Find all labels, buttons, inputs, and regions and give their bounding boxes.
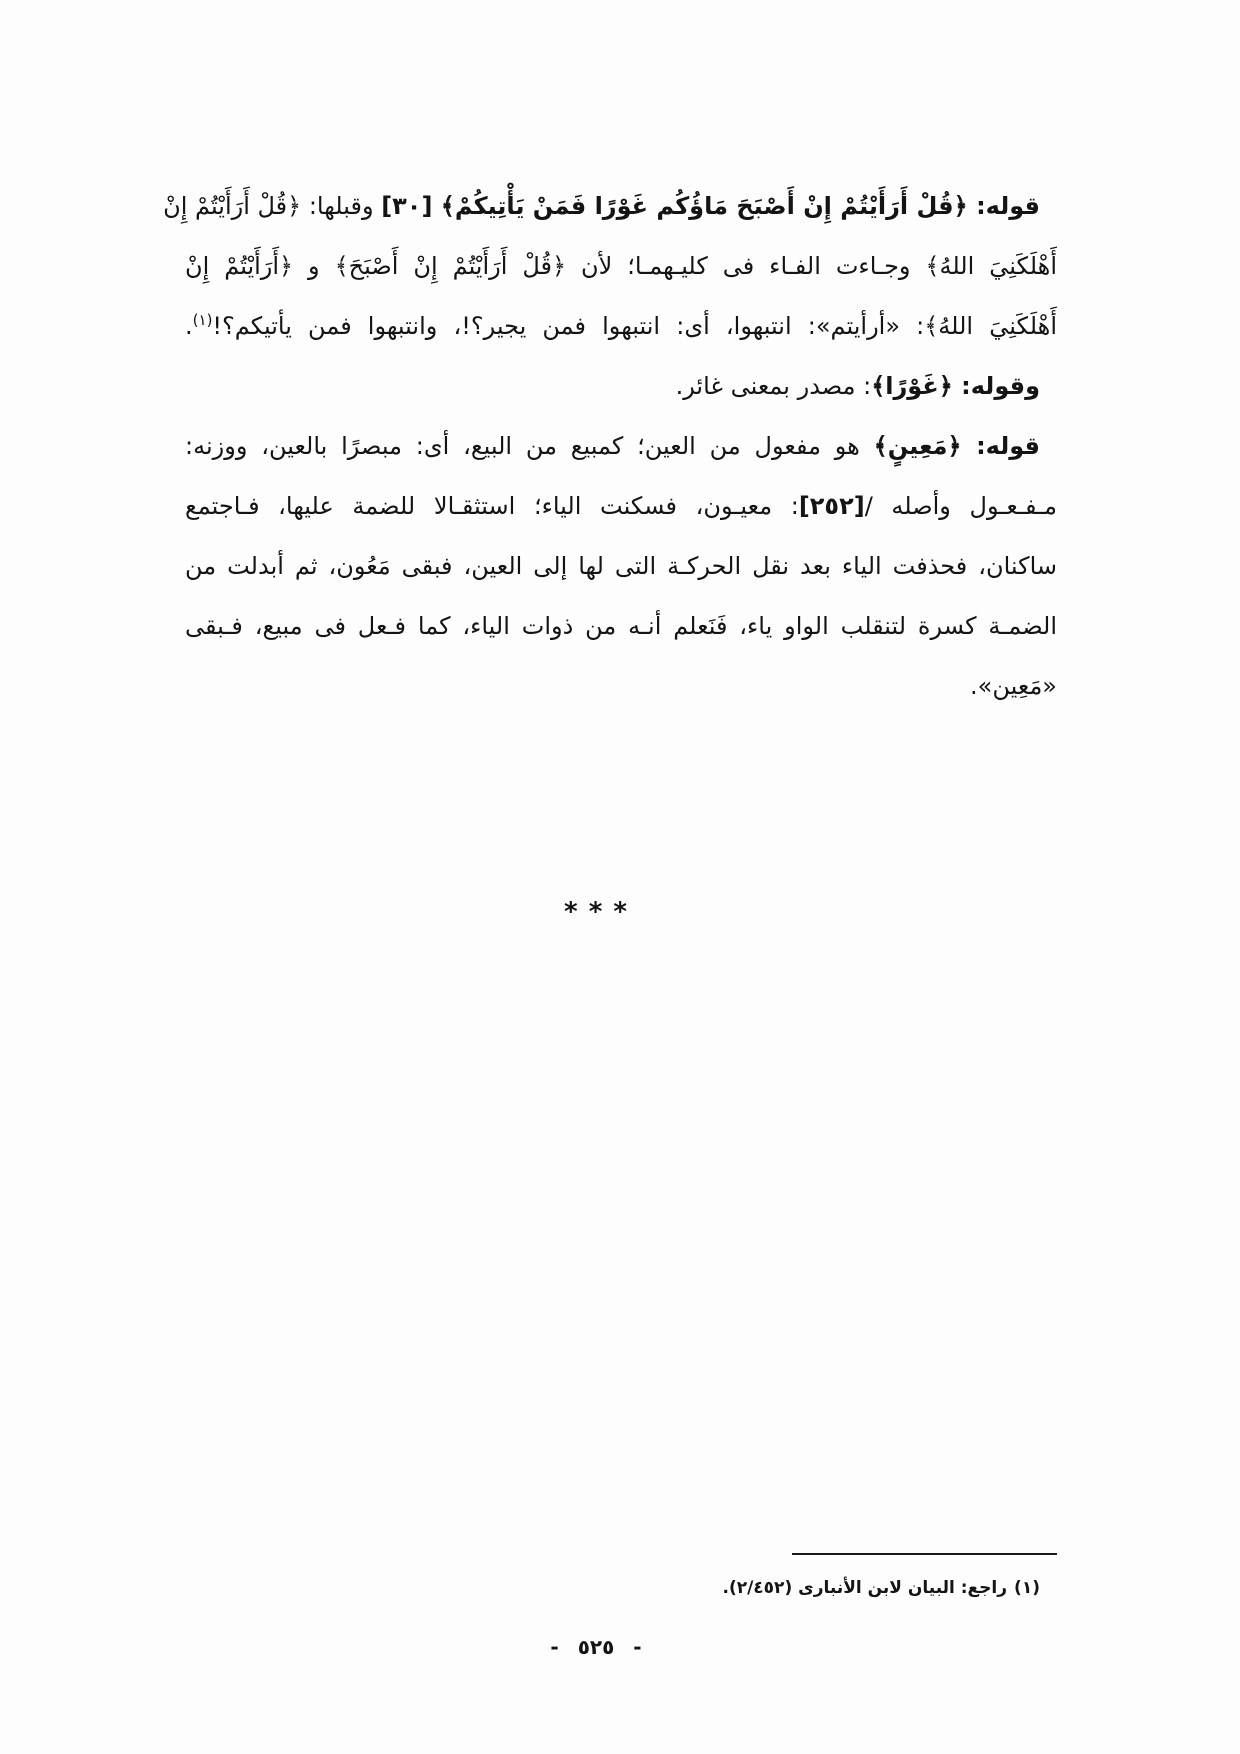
quran-quote: ﴿مَعِينٍ﴾ xyxy=(873,432,962,460)
commentary-text: : معيـون، فسكنت الياء؛ استثقـالا للضمة عليها، فـاجتمع xyxy=(185,492,799,520)
commentary-text: مـفـعـول وأصله / xyxy=(864,492,1058,520)
commentary-text: : مصدر بمعنى غائر. xyxy=(675,372,872,400)
commentary-text: الضمـة كسرة لتنقلب الواو ياء، فَنَعلم أنـه من ذوات الياء، كما فـعل فى مبيع، فـبقى xyxy=(185,612,1057,640)
footnote-reference: (١) xyxy=(192,311,213,329)
text-line xyxy=(185,476,1057,536)
lemma-label: وقوله: xyxy=(952,372,1040,400)
text-line xyxy=(185,536,1057,596)
paragraph xyxy=(185,356,1057,416)
commentary-text: أَهْلَكَنِيَ اللهُ﴾ وجـاءت الفـاء فى كليـهمـا؛ لأن ﴿قُلْ أَرَأَيْتُمْ إِنْ أَصْبَحَ﴾ و ﴿أَرَأَيْتُمْ إِنْ xyxy=(185,252,1057,280)
text-line xyxy=(185,236,1057,296)
footnote-divider xyxy=(792,1553,1057,1555)
main-text xyxy=(163,176,1058,716)
text-line xyxy=(185,656,1057,716)
commentary-text: وقبلها: ﴿قُلْ أَرَأَيْتُمْ إِنْ xyxy=(163,192,382,220)
commentary-text: هو مفعول من العين؛ كمبيع من البيع، أى: مبصرًا بالعين، ووزنه: xyxy=(185,432,874,460)
text-line xyxy=(185,296,1057,356)
commentary-text: . xyxy=(185,312,193,340)
page-number: - ٥٢٥ - xyxy=(550,1635,642,1659)
quran-quote: ﴿قُلْ أَرَأَيْتُمْ إِنْ أَصْبَحَ مَاؤُكُم غَوْرًا فَمَنْ يَأْتِيكُمْ﴾ [٣٠] xyxy=(381,192,968,220)
paragraph xyxy=(185,416,1057,716)
paragraph xyxy=(163,176,1057,356)
text-line xyxy=(163,176,1057,236)
text-line xyxy=(185,416,1057,476)
commentary-text: «مَعِين». xyxy=(970,672,1057,700)
section-separator: * * * xyxy=(564,897,628,927)
commentary-text: أَهْلَكَنِيَ اللهُ﴾: «أرأيتم»: انتبهوا، أى: انتبهوا فمن يجير؟!، وانتبهوا فمن يأتيكم؟! xyxy=(212,312,1057,340)
text-line xyxy=(185,596,1057,656)
footnote-marker: (١) xyxy=(1014,1578,1040,1598)
text-line xyxy=(185,356,1057,416)
quran-quote: ﴿غَوْرًا﴾ xyxy=(871,372,953,400)
manuscript-page-reference: [٢٥٢] xyxy=(798,492,865,520)
commentary-text: ساكنان، فحذفت الياء بعد نقل الحركـة التى لها إلى العين، فبقى مَعُون، ثم أبدلت من xyxy=(185,552,1057,580)
lemma-label: قوله: xyxy=(961,432,1041,460)
footnote-text: راجع: البيان لابن الأنبارى (٢/٤٥٢). xyxy=(722,1578,1008,1598)
lemma-label: قوله: xyxy=(967,192,1040,220)
footnote xyxy=(722,1574,1040,1602)
